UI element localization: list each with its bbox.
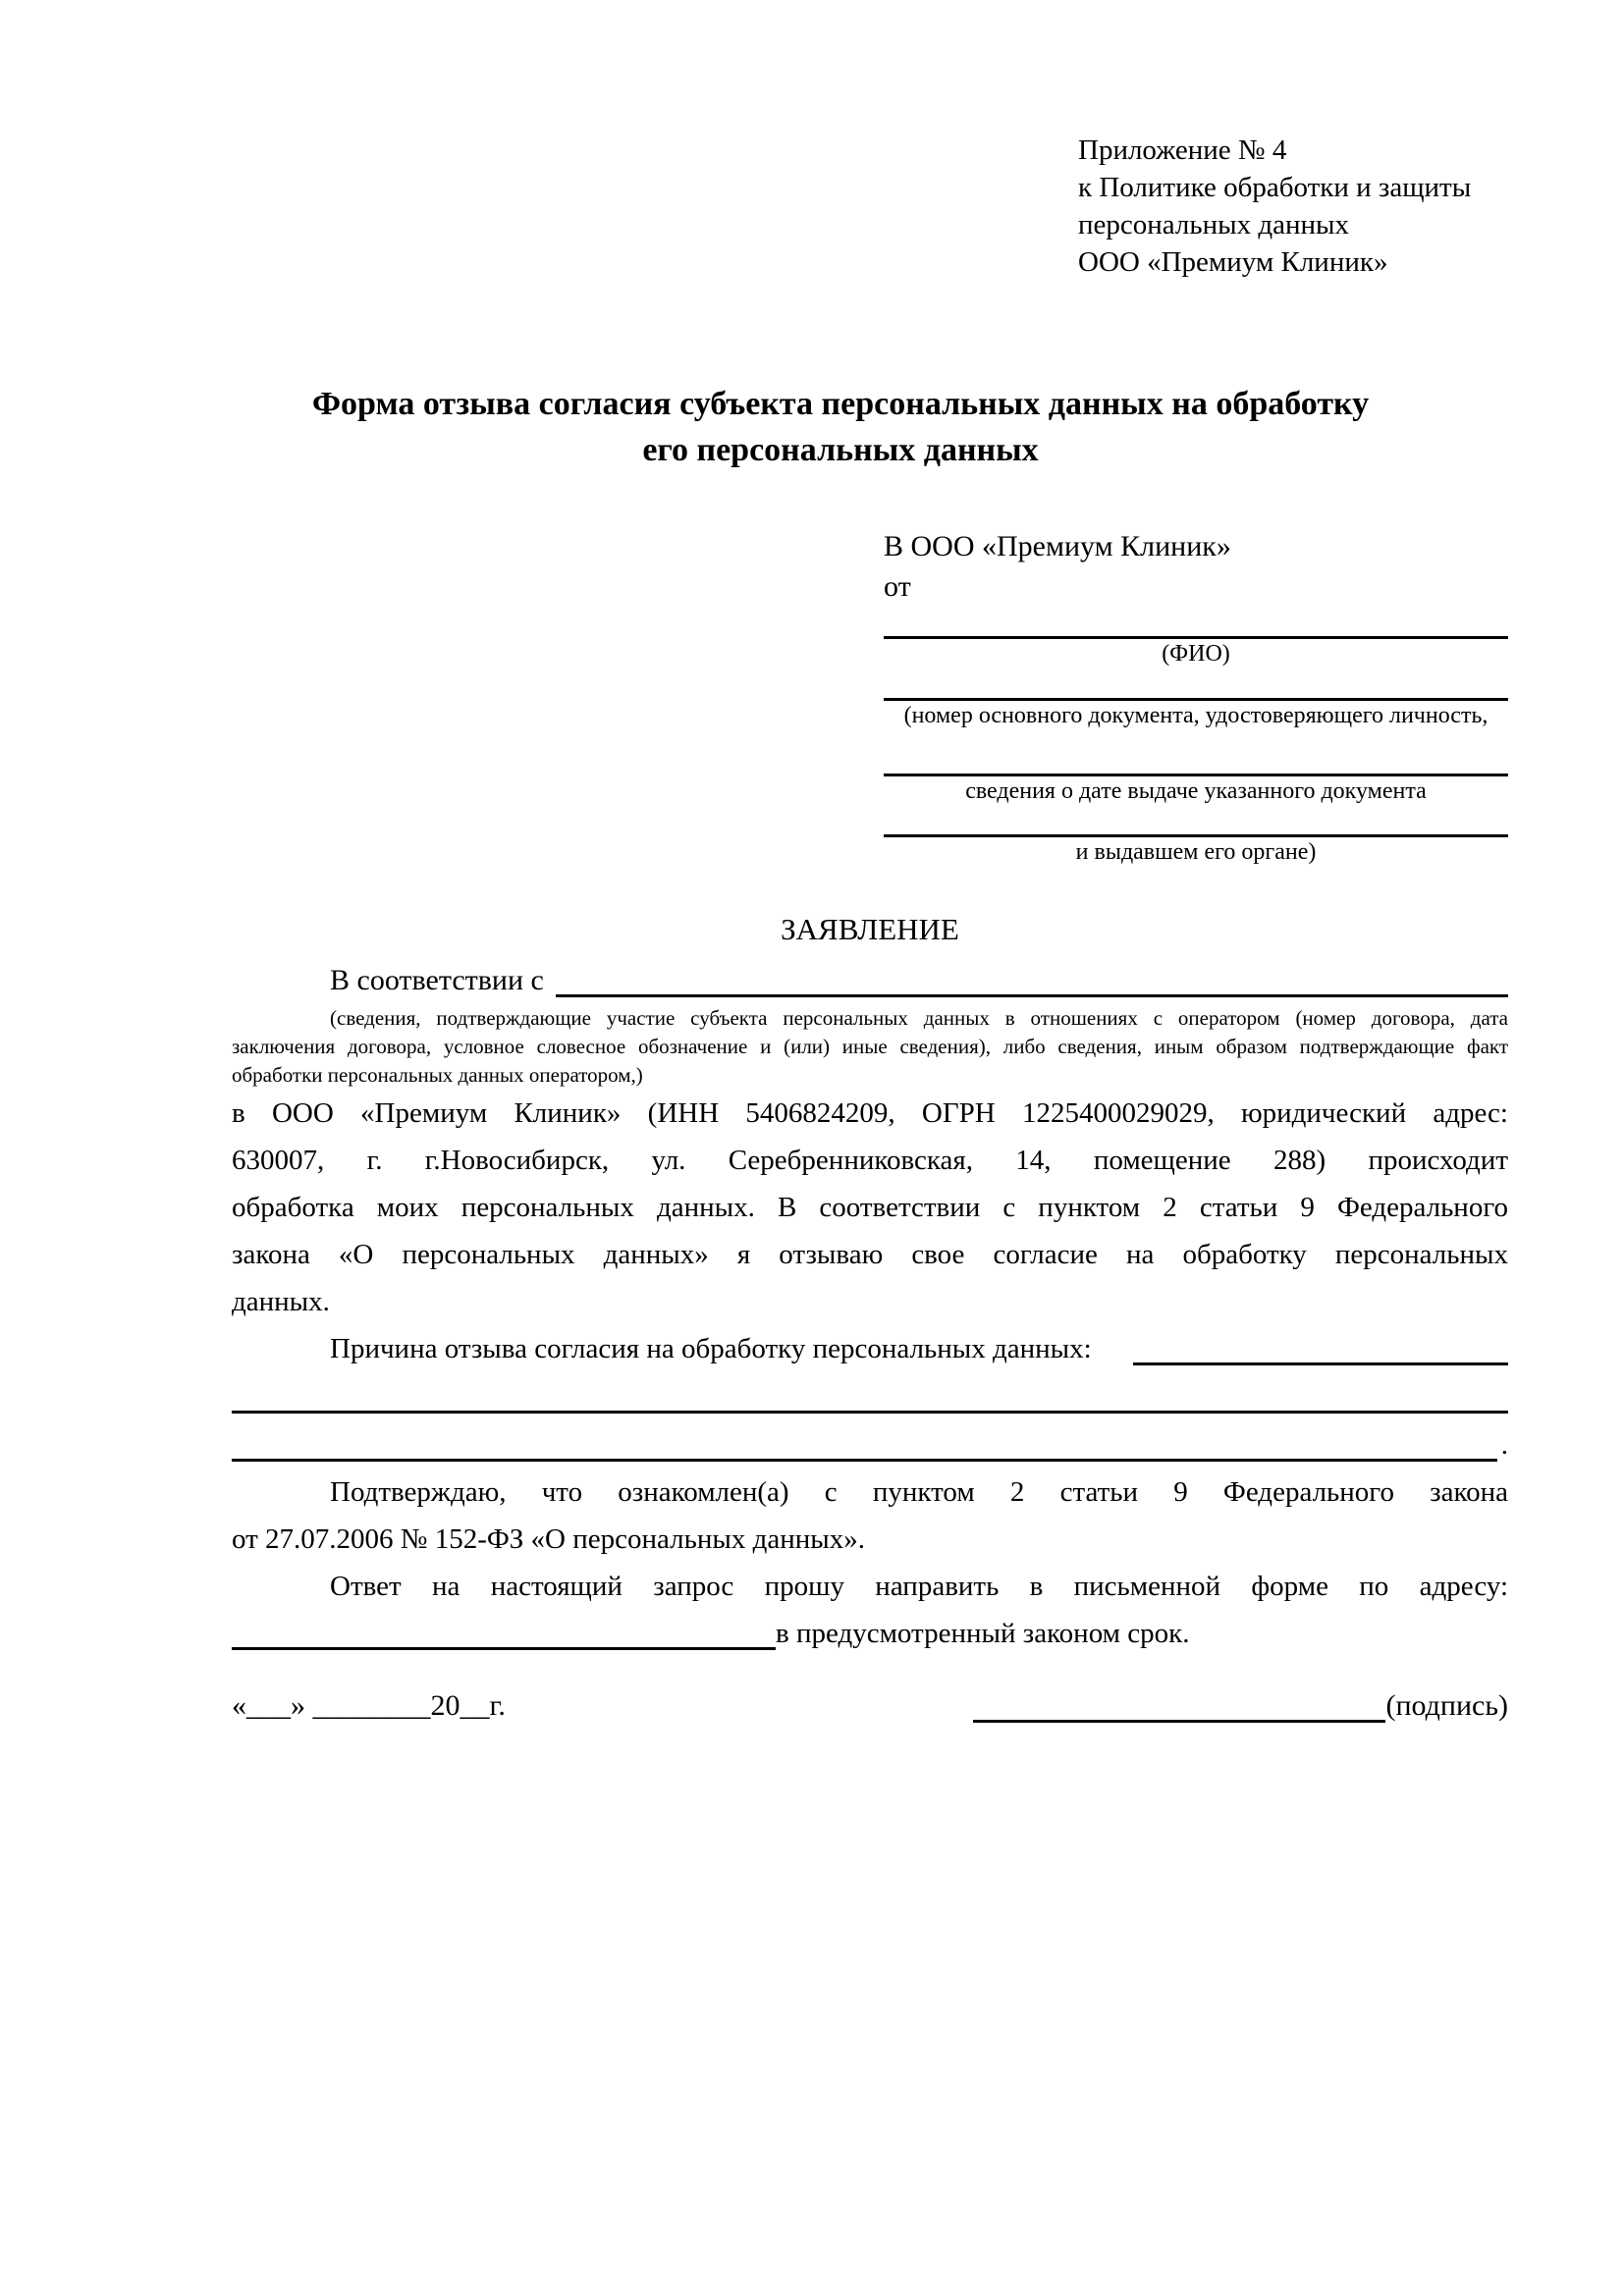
statement-heading: ЗАЯВЛЕНИЕ (781, 912, 959, 946)
signature-block (973, 1682, 1508, 1730)
document-title (173, 381, 1508, 473)
addressee-organization: В ООО «Премиум Клиник» (884, 530, 1231, 562)
reply-address-row (232, 1610, 1508, 1657)
confirmation-line: от 27.07.2006 № 152-ФЗ «О персональных данных». (232, 1523, 866, 1555)
date-blank: «___» ________20__г. (232, 1689, 506, 1722)
appendix-note (1078, 132, 1508, 281)
document-number-field (884, 698, 1508, 730)
statement-body-line: в ООО «Премиум Клиник» (ИНН 5406824209, ОГРН 1225400029029, юридический адрес: (232, 1097, 1508, 1129)
reason-blank-row-1 (232, 1372, 1508, 1420)
issuing-authority-caption: и выдавшем его органе) (1075, 839, 1317, 865)
reason-blank-line (1133, 1362, 1508, 1365)
explanatory-note (232, 1004, 1508, 1090)
addressee-block (884, 526, 1508, 867)
fio-field (884, 636, 1508, 668)
issuing-authority-field (884, 834, 1508, 867)
accordance-line (232, 957, 1508, 1004)
explanatory-note-line: заключения договора, условное словесное обозначение и (или) иные сведения), либо сведения, иным образом подтверждающие факт (232, 1035, 1508, 1058)
addressee-from-label: от (884, 570, 911, 603)
explanatory-note-line: обработки персональных данных оператором,) (232, 1063, 643, 1087)
title-line: его персональных данных (642, 432, 1039, 468)
appendix-line: персональных данных (1078, 209, 1350, 240)
accordance-blank-line (556, 994, 1508, 997)
statement-body-line: обработка моих персональных данных. В соответствии с пунктом 2 статьи 9 Федерального (232, 1192, 1508, 1223)
appendix-line: Приложение № 4 (1078, 134, 1287, 166)
reason-label: Причина отзыва согласия на обработку персональных данных: (330, 1333, 1092, 1364)
fio-caption: (ФИО) (1162, 641, 1230, 667)
confirmation-paragraph (232, 1468, 1508, 1563)
document-number-caption: (номер основного документа, удостоверяющего личность, (903, 703, 1489, 728)
explanatory-note-line: (сведения, подтверждающие участие субъекта персональных данных в отношениях с оператором (номер договора, дата (330, 1006, 1508, 1030)
sentence-period: . (1500, 1429, 1508, 1461)
reason-blank-row-2 (232, 1420, 1508, 1468)
statement-body (232, 1090, 1508, 1325)
reply-request-line: Ответ на настоящий запрос прошу направить в письменной форме по адресу: (330, 1571, 1508, 1602)
reason-blank-line-3 (232, 1459, 1497, 1462)
appendix-line: к Политике обработки и защиты (1078, 172, 1472, 203)
signature-row (232, 1682, 1508, 1730)
signature-blank-line (973, 1720, 1385, 1723)
statement-body-line: данных. (232, 1286, 330, 1317)
appendix-line: ООО «Премиум Клиник» (1078, 246, 1388, 278)
statement-body-line: 630007, г. г.Новосибирск, ул. Серебренниковская, 14, помещение 288) происходит (232, 1145, 1508, 1176)
signature-caption: (подпись) (1385, 1689, 1508, 1722)
accordance-label: В соответствии с (330, 964, 544, 996)
reply-tail: в предусмотренный законом срок. (776, 1618, 1190, 1649)
title-line: Форма отзыва согласия субъекта персональных данных на обработку (311, 386, 1370, 422)
confirmation-line: Подтверждаю, что ознакомлен(а) с пунктом 2 статьи 9 Федерального закона (330, 1476, 1508, 1508)
reason-blank-line-2 (232, 1411, 1508, 1414)
issue-date-caption: сведения о дате выдаче указанного документа (965, 778, 1427, 804)
reason-line (232, 1325, 1508, 1372)
statement-body-line: закона «О персональных данных» я отзываю свое согласие на обработку персональных (232, 1239, 1508, 1270)
reply-address-blank-line (232, 1647, 776, 1650)
issue-date-field (884, 774, 1508, 806)
